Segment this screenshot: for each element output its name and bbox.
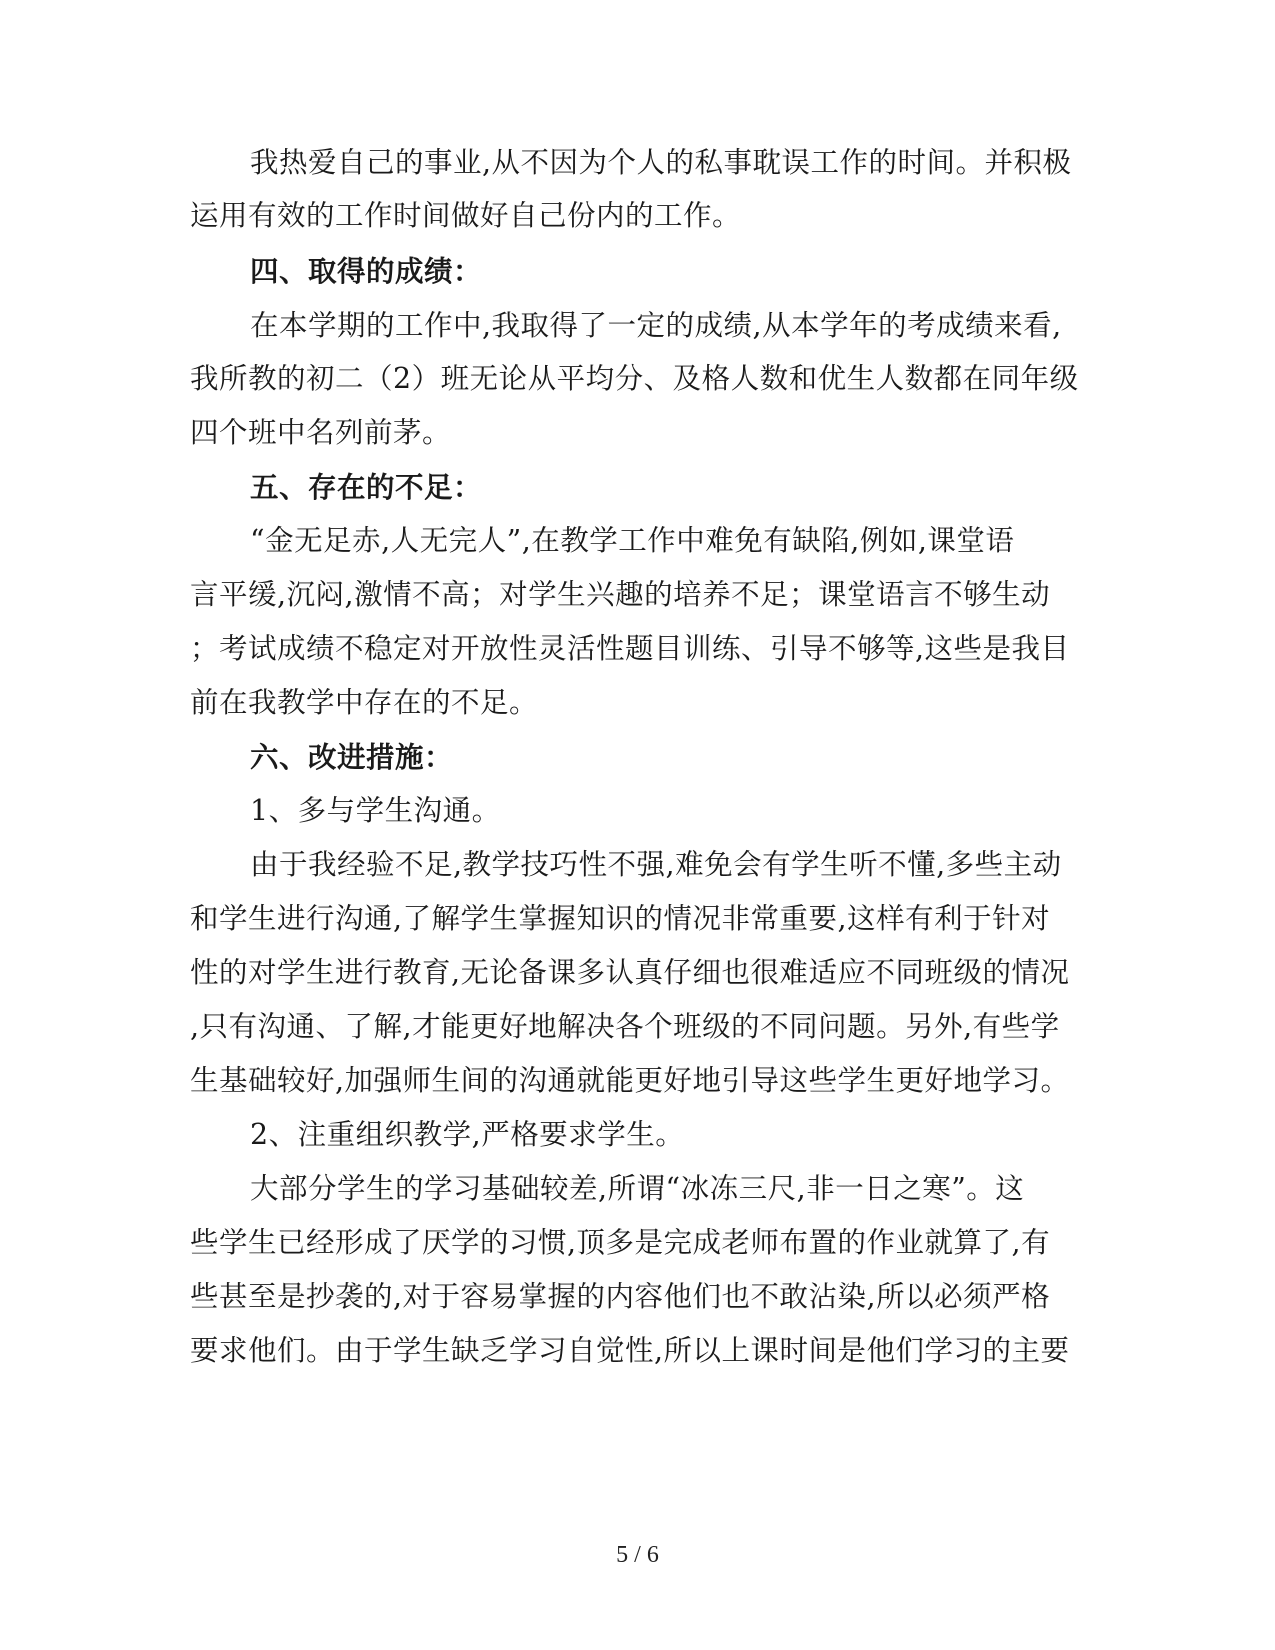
paragraph-line: 我热爱自己的事业,从不因为个人的私事耽误工作的时间。并积极 bbox=[250, 146, 1072, 179]
paragraph-line: 性的对学生进行教育,无论备课多认真仔细也很难适应不同班级的情况 bbox=[190, 956, 1070, 989]
paragraph-line: 言平缓,沉闷,激情不高；对学生兴趣的培养不足；课堂语言不够生动 bbox=[190, 578, 1051, 611]
paragraph-line: 些学生已经形成了厌学的习惯,顶多是完成老师布置的作业就算了,有 bbox=[190, 1226, 1051, 1259]
paragraph-line: 大部分学生的学习基础较差,所谓“冰冻三尺,非一日之寒”。这 bbox=[250, 1172, 1025, 1205]
paragraph-line: 生基础较好,加强师生间的沟通就能更好地引导这些学生更好地学习。 bbox=[190, 1064, 1070, 1097]
paragraph-line: “金无足赤,人无完人”,在教学工作中难免有缺陷,例如,课堂语 bbox=[250, 524, 1015, 557]
paragraph-line: 我所教的初二（2）班无论从平均分、及格人数和优生人数都在同年级 bbox=[190, 362, 1079, 395]
paragraph-line: 些甚至是抄袭的,对于容易掌握的内容他们也不敢沾染,所以必须严格 bbox=[190, 1280, 1051, 1313]
section-heading-achievements: 四、取得的成绩： bbox=[250, 254, 483, 288]
page-number: 5 / 6 bbox=[616, 1542, 659, 1568]
paragraph-line: 和学生进行沟通,了解学生掌握知识的情况非常重要,这样有利于针对 bbox=[190, 902, 1051, 935]
subheading-communication: 1、多与学生沟通。 bbox=[250, 794, 501, 827]
paragraph-line: 运用有效的工作时间做好自己份内的工作。 bbox=[190, 199, 742, 232]
paragraph-line: 要求他们。由于学生缺乏学习自觉性,所以上课时间是他们学习的主要 bbox=[190, 1334, 1070, 1367]
paragraph-line: ；考试成绩不稳定对开放性灵活性题目训练、引导不够等,这些是我目 bbox=[190, 632, 1070, 665]
paragraph-line: 由于我经验不足,教学技巧性不强,难免会有学生听不懂,多些主动 bbox=[250, 848, 1062, 881]
paragraph-line: 四个班中名列前茅。 bbox=[190, 416, 452, 449]
subheading-organization: 2、注重组织教学,严格要求学生。 bbox=[250, 1118, 685, 1151]
section-heading-improvements: 六、改进措施： bbox=[250, 740, 454, 774]
paragraph-line: 前在我教学中存在的不足。 bbox=[190, 686, 539, 719]
section-heading-shortcomings: 五、存在的不足： bbox=[250, 470, 483, 504]
paragraph-line: ,只有沟通、了解,才能更好地解决各个班级的不同问题。另外,有些学 bbox=[190, 1010, 1060, 1043]
paragraph-line: 在本学期的工作中,我取得了一定的成绩,从本学年的考成绩来看, bbox=[250, 309, 1062, 342]
